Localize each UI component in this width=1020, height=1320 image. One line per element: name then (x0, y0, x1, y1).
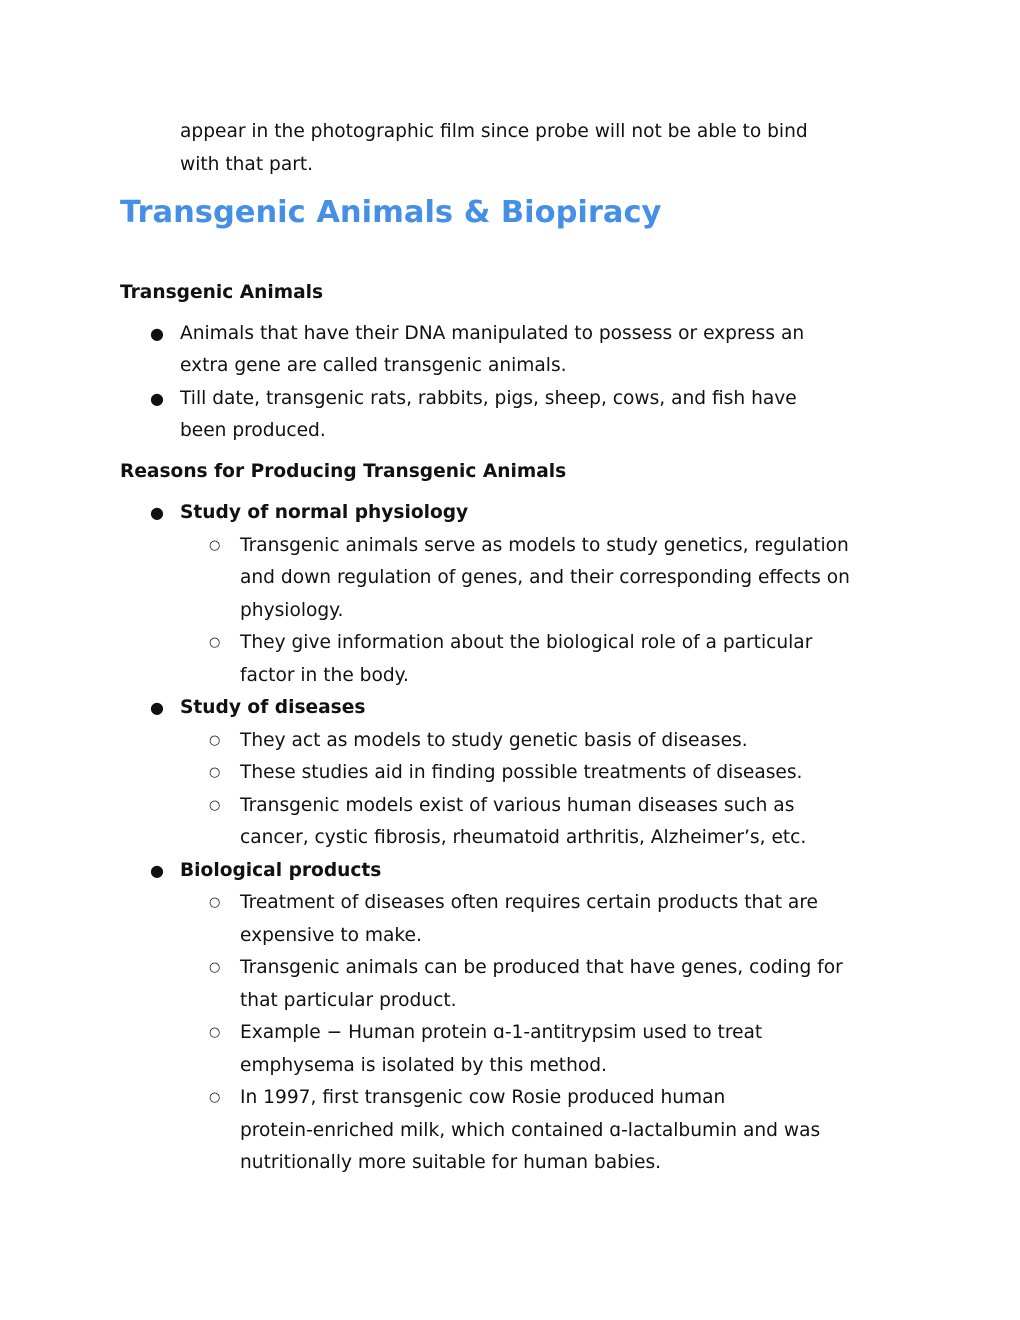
list-item-group (0, 855, 1020, 888)
page-title: Transgenic Animals & Biopiracy (120, 194, 662, 230)
circle-bullet-icon: ○ (209, 797, 221, 813)
text-line: Transgenic animals can be produced that have genes, coding for (240, 957, 843, 978)
bullet-icon: ● (150, 388, 164, 408)
circle-bullet-icon: ○ (209, 537, 221, 553)
text-line: appear in the photographic film since probe will not be able to bind (180, 121, 808, 142)
text-line: They give information about the biological role of a particular (240, 632, 813, 653)
text-line: Transgenic animals serve as models to study genetics, regulation (240, 534, 849, 556)
circle-bullet-icon: ○ (209, 960, 221, 975)
list-item-group (0, 497, 1020, 530)
section2-list (0, 497, 1020, 1180)
text-line: protein-enriched milk, which contained ɑ-lactalbumin and was (240, 1119, 821, 1141)
section-heading-reasons: Reasons for Producing Transgenic Animals (120, 461, 567, 482)
text-line: that particular product. (240, 989, 457, 1011)
text-line: They act as models to study genetic basis of diseases. (240, 729, 748, 751)
list-item (0, 1082, 1020, 1180)
circle-bullet-icon: ○ (209, 895, 221, 910)
text-line: Animals that have their DNA manipulated to possess or express an (180, 322, 805, 344)
list-item (0, 1017, 1020, 1082)
text-line: emphysema is isolated by this method. (240, 1054, 607, 1076)
text-line: These studies aid in finding possible treatments of diseases. (240, 762, 803, 783)
list-item (0, 383, 1020, 448)
group-label: Study of normal physiology (180, 502, 469, 523)
text-line: been produced. (180, 420, 326, 441)
text-line: cancer, cystic fibrosis, rheumatoid arthritis, Alzheimer’s, etc. (240, 827, 807, 848)
text-line: factor in the body. (240, 664, 409, 686)
text-line: Example − Human protein ɑ-1-antitrypsim used to treat (240, 1022, 763, 1043)
text-line: In 1997, first transgenic cow Rosie produced human (240, 1087, 726, 1108)
intro-paragraph (0, 116, 1020, 181)
section-heading-transgenic-animals: Transgenic Animals (120, 281, 324, 303)
list-item-group (0, 692, 1020, 725)
circle-bullet-icon: ○ (209, 1090, 221, 1105)
list-item (0, 725, 1020, 758)
group-label: Study of diseases (180, 697, 366, 718)
text-line: Transgenic models exist of various human diseases such as (240, 794, 795, 816)
list-item (0, 318, 1020, 383)
list-item (0, 790, 1020, 855)
bullet-icon: ● (150, 698, 164, 717)
document-page (0, 116, 1020, 1180)
text-line: extra gene are called transgenic animals. (180, 355, 567, 376)
text-line: expensive to make. (240, 924, 422, 946)
section1-list (0, 318, 1020, 448)
circle-bullet-icon: ○ (209, 732, 221, 748)
text-line: Treatment of diseases often requires certain products that are (240, 892, 818, 913)
list-item (0, 530, 1020, 628)
circle-bullet-icon: ○ (209, 635, 221, 650)
text-line: nutritionally more suitable for human babies. (240, 1152, 662, 1173)
group-label: Biological products (180, 859, 382, 881)
circle-bullet-icon: ○ (209, 1025, 221, 1040)
list-item (0, 627, 1020, 692)
bullet-icon: ● (150, 860, 164, 880)
text-line: with that part. (180, 153, 314, 175)
list-item (0, 952, 1020, 1017)
bullet-icon: ● (150, 323, 164, 343)
circle-bullet-icon: ○ (209, 765, 221, 780)
bullet-icon: ● (150, 503, 164, 522)
text-line: physiology. (240, 599, 344, 621)
text-line: and down regulation of genes, and their corresponding effects on (240, 567, 850, 588)
list-item (0, 887, 1020, 952)
text-line: Till date, transgenic rats, rabbits, pigs, sheep, cows, and fish have (180, 387, 797, 409)
list-item (0, 757, 1020, 790)
